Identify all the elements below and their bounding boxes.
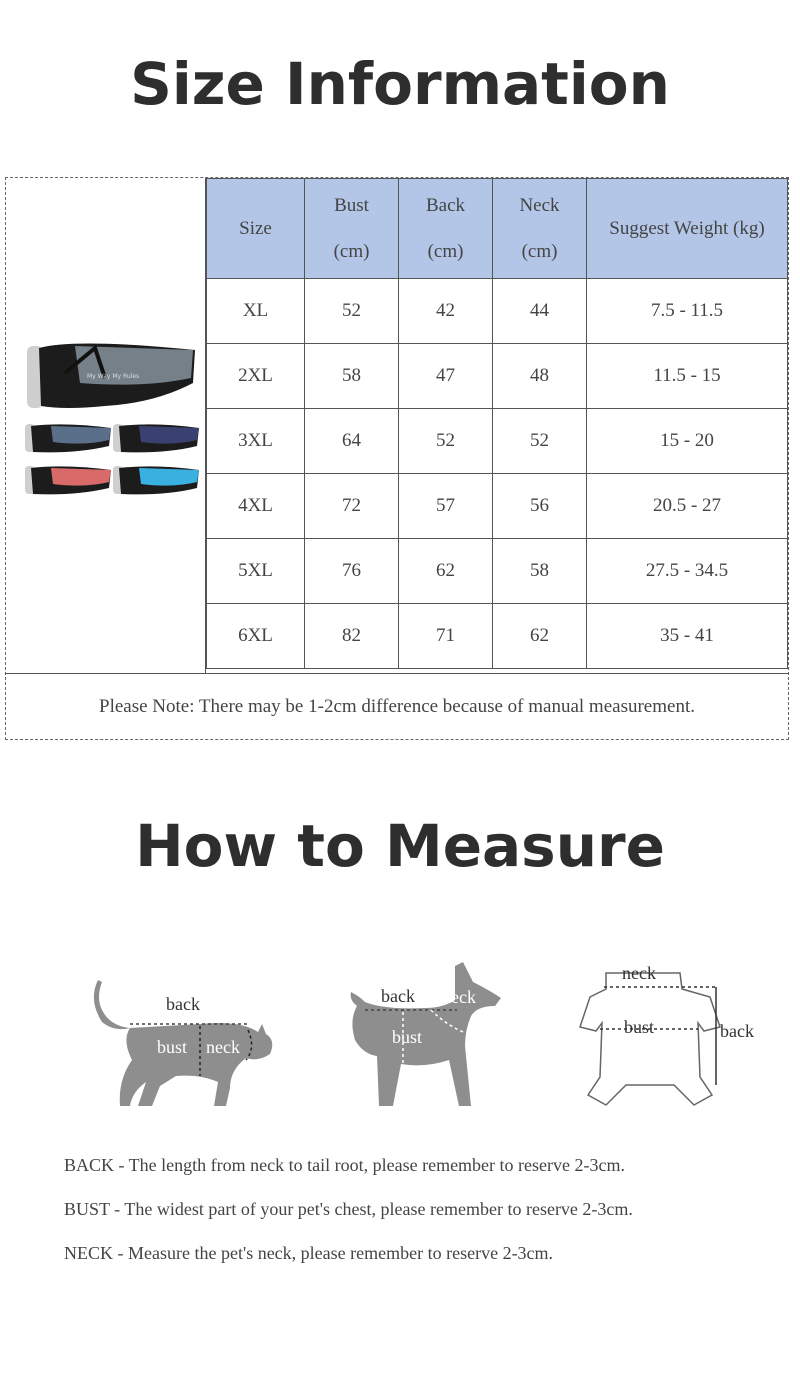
definition-back: BACK - The length from neck to tail root, please remember to reserve 2-3cm. [64, 1155, 625, 1175]
dog-neck-label: neck [442, 987, 476, 1007]
header-bust: Bust (cm) [305, 179, 399, 279]
cell-size: 5XL [207, 539, 305, 604]
dog-coat-image [5, 178, 206, 673]
table-row [207, 474, 788, 539]
dog-back-label: back [381, 986, 415, 1006]
coat-blue-grey [25, 424, 111, 452]
coat-red [25, 466, 111, 494]
cell-size: XL [207, 279, 305, 344]
cell-weight: 7.5 - 11.5 [587, 279, 788, 344]
cat-neck-label: neck [206, 1037, 240, 1057]
cell-bust: 76 [305, 539, 399, 604]
cell-back: 71 [399, 604, 493, 669]
garment-bust-label: bust [624, 1017, 655, 1037]
cell-neck: 48 [493, 344, 587, 409]
table-header-row [207, 179, 788, 279]
cell-weight: 35 - 41 [587, 604, 788, 669]
cat-bust-label: bust [157, 1037, 188, 1057]
cell-back: 62 [399, 539, 493, 604]
product-image-cell [5, 178, 206, 673]
header-neck: Neck (cm) [493, 179, 587, 279]
measure-illustrations [0, 940, 800, 1270]
garment-outline-icon [570, 965, 730, 1115]
cell-neck: 44 [493, 279, 587, 344]
cell-size: 4XL [207, 474, 305, 539]
cell-neck: 52 [493, 409, 587, 474]
cell-bust: 82 [305, 604, 399, 669]
garment-back-label: back [720, 1021, 754, 1041]
cell-bust: 58 [305, 344, 399, 409]
cell-neck: 62 [493, 604, 587, 669]
cell-neck: 58 [493, 539, 587, 604]
coat-navy [113, 424, 199, 452]
how-to-measure-title: How to Measure [135, 812, 665, 880]
cell-size: 2XL [207, 344, 305, 409]
garment-neck-label: neck [622, 963, 656, 983]
coat-brand-text: My Way My Rules [87, 373, 140, 380]
dog-silhouette-icon [345, 960, 505, 1115]
cell-size: 3XL [207, 409, 305, 474]
cell-weight: 27.5 - 34.5 [587, 539, 788, 604]
definition-bust: BUST - The widest part of your pet's chest, please remember to reserve 2-3cm. [64, 1199, 633, 1219]
table-row [207, 279, 788, 344]
definition-neck: NECK - Measure the pet's neck, please remember to reserve 2-3cm. [64, 1243, 554, 1263]
coat-cyan [113, 466, 199, 494]
header-size: Size [207, 179, 305, 279]
cell-bust: 52 [305, 279, 399, 344]
header-weight: Suggest Weight (kg) [587, 179, 788, 279]
table-row [207, 409, 788, 474]
table-row [207, 539, 788, 604]
dog-bust-label: bust [392, 1027, 423, 1047]
cat-back-label: back [166, 994, 200, 1014]
cell-neck: 56 [493, 474, 587, 539]
cell-back: 47 [399, 344, 493, 409]
cell-weight: 15 - 20 [587, 409, 788, 474]
size-table [206, 178, 788, 669]
header-back: Back (cm) [399, 179, 493, 279]
cell-bust: 64 [305, 409, 399, 474]
coat-large [27, 343, 195, 408]
table-row [207, 344, 788, 409]
table-row [207, 604, 788, 669]
measurement-note: Please Note: There may be 1-2cm difference because of manual measurement. [5, 673, 789, 740]
cell-weight: 11.5 - 15 [587, 344, 788, 409]
size-info-title: Size Information [130, 50, 670, 118]
cell-bust: 72 [305, 474, 399, 539]
cell-back: 42 [399, 279, 493, 344]
cell-size: 6XL [207, 604, 305, 669]
cell-weight: 20.5 - 27 [587, 474, 788, 539]
cell-back: 57 [399, 474, 493, 539]
cell-back: 52 [399, 409, 493, 474]
